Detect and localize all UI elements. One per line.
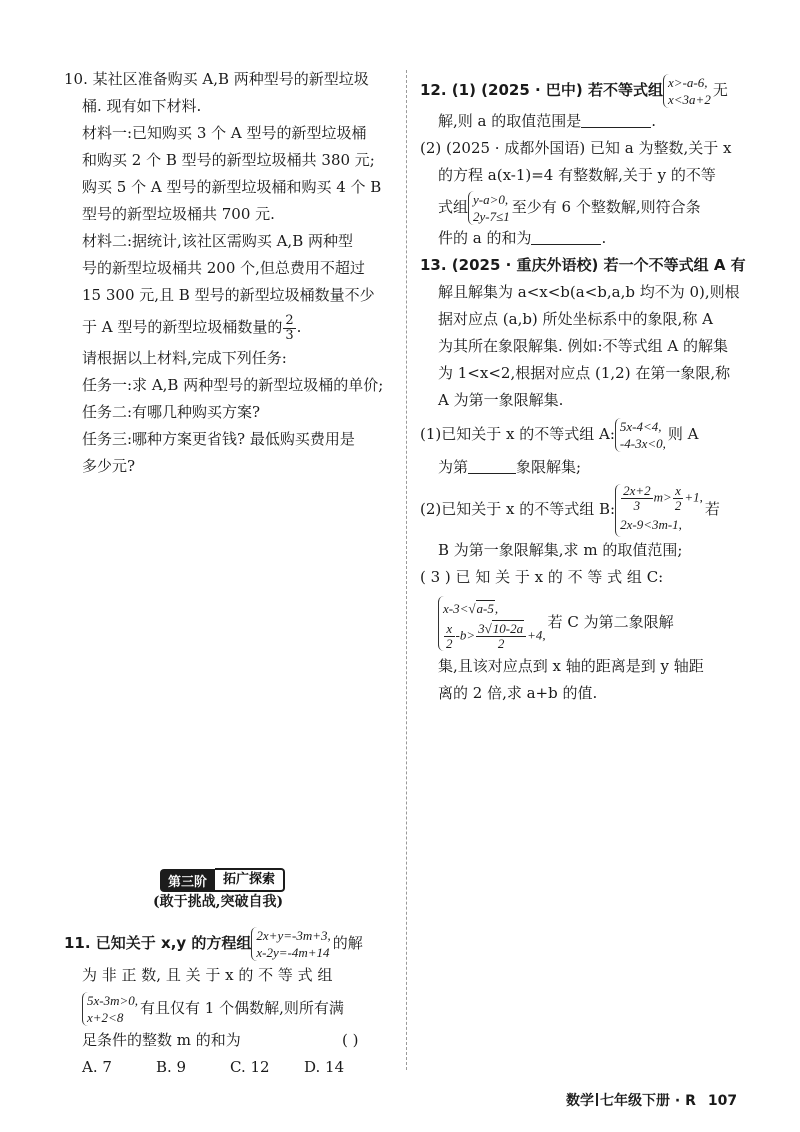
math-text: -b> <box>455 626 476 642</box>
q12-part-2-line-2: 的方程 a(x-1)=4 有整数解,关于 y 的不等 <box>438 166 716 184</box>
q13-line: 为 1<x<2,根据对应点 (1,2) 在第一象限,称 <box>438 364 731 382</box>
column-divider <box>406 70 407 1070</box>
q13-part-2-line-2: B 为第一象限解集,求 m 的取值范围; <box>438 541 683 559</box>
fraction-numerator: 3√10-2a <box>476 622 526 637</box>
q13-line: A 为第一象限解集. <box>438 391 564 409</box>
fraction-numerator: x <box>444 622 455 637</box>
q11-line-2: 为 非 正 数, 且 关 于 x 的 不 等 式 组 <box>82 966 333 984</box>
equation-row: 2x+y=-3m+3, <box>256 928 331 943</box>
section-level-label: 第三阶 <box>160 869 215 892</box>
inequality-system <box>438 596 548 651</box>
fraction-numerator: x <box>673 484 684 499</box>
q12-part-2-line-3 <box>420 189 750 225</box>
inequality-row <box>443 622 546 651</box>
math-text: +1, <box>684 488 703 504</box>
q13-heading: 13. (2025 · 重庆外语校) 若一个不等式组 A 有 <box>420 256 746 274</box>
fraction-numerator: 2x+2 <box>623 482 651 498</box>
inequality-system <box>82 992 140 1026</box>
choice-c[interactable]: C. 12 <box>230 1058 270 1076</box>
math-text: +4, <box>527 626 546 642</box>
inequality-row: 2y-7≤1 <box>473 209 510 224</box>
section-title: 拓广探索 <box>215 868 285 892</box>
q13-text: 若 C 为第二象限解 <box>547 613 674 631</box>
q13-line <box>420 252 750 279</box>
inequality-row <box>620 484 703 513</box>
q10-line: 号的新型垃圾桶共 200 个,但总费用不超过 <box>82 259 365 277</box>
q13-part-3-line-3: 集,且该对应点到 x 轴的距离是到 y 轴距 <box>438 657 704 675</box>
inequality-row: -4-3x<0, <box>619 436 666 451</box>
inequality-row: 5x-4<4, <box>619 419 662 434</box>
q11-line-3 <box>64 989 402 1027</box>
fraction-denominator: 2 <box>446 635 453 651</box>
q10-task-1: 任务一:求 A,B 两种型号的新型垃圾桶的单价; <box>82 376 384 394</box>
q13-part-3-line-1: ( 3 ) 已 知 关 于 x 的 不 等 式 组 C: <box>420 568 664 586</box>
question-10 <box>64 66 402 480</box>
q13-line: 为其所在象限解集. 例如:不等式组 A 的解集 <box>438 337 728 355</box>
inequality-row: 2x-9<3m-1, <box>620 516 682 532</box>
inequality-row: y-a>0, <box>473 192 509 207</box>
q10-task-2: 任务二:有哪几种购买方案? <box>82 403 261 421</box>
q12-text: 件的 a 的和为 <box>438 229 532 247</box>
math-text: , <box>494 600 499 616</box>
q11-line-4-text: 足条件的整数 m 的和为 <box>82 1031 241 1049</box>
right-column <box>420 72 750 707</box>
choice-a[interactable]: A. 7 <box>82 1058 112 1076</box>
math-text: 3 <box>478 620 485 636</box>
q10-line-with-fraction: 于 A 型号的新型垃圾桶数量的 $\frac{2}{3}$ . <box>82 312 302 343</box>
fraction <box>621 484 653 513</box>
q12-suffix: 无 <box>712 81 728 99</box>
q11-intro-end: 的解 <box>332 934 363 952</box>
q10-line: 请根据以上材料,完成下列任务: <box>82 349 287 367</box>
q13-line: 解且解集为 a<x<b(a<b,a,b 均不为 0),则根 <box>438 283 740 301</box>
equation-row: x-2y=-4m+14 <box>256 945 330 960</box>
fraction-denominator: 2 <box>497 635 505 651</box>
q13-part-1 <box>420 414 750 454</box>
q10-line: 桶. 现有如下材料. <box>82 97 202 115</box>
q10-line: 10. 某社区准备购买 A,B 两种型号的新型垃圾 <box>64 70 369 88</box>
sqrt-radicand: 10-2a <box>492 620 524 636</box>
math-text: m> <box>653 488 672 504</box>
answer-blank[interactable] <box>581 111 651 128</box>
inequality-row: x+2<8 <box>87 1010 124 1025</box>
q13-text: 若 <box>704 500 720 518</box>
choice-b[interactable]: B. 9 <box>156 1058 187 1076</box>
q13-line: 据对应点 (a,b) 所处坐标系中的象限,称 A <box>438 310 713 328</box>
q12-part-2-line-4: 件的 a 的和为 . <box>438 229 607 247</box>
inequality-row: 5x-3m>0, <box>87 993 139 1008</box>
equation-system <box>251 927 332 961</box>
q13-part-3-line-4: 离的 2 倍,求 a+b 的值. <box>438 684 598 702</box>
q11-line-4 <box>64 1027 402 1054</box>
q10-line: 型号的新型垃圾桶共 700 元. <box>82 205 275 223</box>
answer-paren[interactable]: ( ) <box>342 1031 359 1049</box>
section-badge <box>160 868 285 892</box>
q10-line: 材料二:据统计,该社区需购买 A,B 两种型 <box>82 232 353 250</box>
q12-text: 解,则 a 的取值范围是 <box>438 112 582 130</box>
q13-text: 为第 <box>438 458 469 476</box>
q13-part-2 <box>420 481 750 537</box>
fraction <box>476 622 526 651</box>
q10-line: 材料一:已知购买 3 个 A 型号的新型垃圾桶 <box>82 124 367 142</box>
q13-part-1-line-2 <box>420 454 750 481</box>
q12-part-2-line-1: (2) (2025 · 成都外国语) 已知 a 为整数,关于 x <box>420 139 732 157</box>
q10-line: 多少元? <box>82 457 136 475</box>
q12-part-1 <box>420 72 750 108</box>
sqrt-radicand: a-5 <box>476 600 494 616</box>
page-number: 107 <box>707 1093 738 1109</box>
answer-blank[interactable] <box>468 457 516 474</box>
q10-line-text: 于 A 型号的新型垃圾桶数量的 <box>82 318 283 336</box>
section-caption: (敢于挑战,突破自我) <box>153 894 284 910</box>
inequality-system <box>663 74 713 108</box>
q10-line: 15 300 元,且 B 型号的新型垃圾桶数量不少 <box>82 286 375 304</box>
q13-text: 则 A <box>667 425 699 443</box>
fraction-denominator: 2 <box>674 497 682 513</box>
math-text: x-3< <box>443 600 469 616</box>
fraction-denominator: 3 <box>285 327 294 343</box>
inequality-system <box>468 191 512 225</box>
q11-line-3-text: 有且仅有 1 个偶数解,则所有满 <box>140 999 344 1017</box>
question-11 <box>64 924 402 1081</box>
inequality-system <box>615 418 668 452</box>
fraction <box>673 484 684 513</box>
q10-line: 和购买 2 个 B 型号的新型垃圾桶共 380 元; <box>82 151 375 169</box>
choice-d[interactable]: D. 14 <box>304 1058 345 1076</box>
q13-part-3-system <box>420 591 750 653</box>
inequality-row: x>-a-6, <box>668 75 708 90</box>
q12-text: 式组 <box>438 198 469 216</box>
q12-prefix: 12. (1) (2025 · 巴中) 若不等式组 <box>420 81 663 99</box>
q11-line-1 <box>64 924 402 962</box>
fraction-numerator: 2 <box>285 312 294 328</box>
q13-text: 象限解集; <box>516 458 582 476</box>
fraction <box>444 622 455 651</box>
q11-intro: 11. 已知关于 x,y 的方程组 <box>64 934 252 952</box>
inequality-system <box>615 484 705 537</box>
answer-blank[interactable] <box>531 228 601 245</box>
q13-text: (2)已知关于 x 的不等式组 B: <box>420 500 616 518</box>
footer-subject: 数学 <box>566 1093 594 1109</box>
q12-text: 至少有 6 个整数解,则符合条 <box>511 198 701 216</box>
q10-task-3: 任务三:哪种方案更省钱? 最低购买费用是 <box>82 430 355 448</box>
fraction-denominator: 3 <box>633 497 641 513</box>
q11-choices <box>64 1054 402 1081</box>
inequality-row: x-3<√a-5, <box>443 600 499 616</box>
fraction-two-thirds <box>283 314 295 343</box>
q13-text: (1)已知关于 x 的不等式组 A: <box>420 425 615 443</box>
inequality-row: x<3a+2 <box>668 92 711 107</box>
q12-part-1-line-2: 解,则 a 的取值范围是 . <box>438 112 657 130</box>
footer-separator <box>596 1093 598 1106</box>
q10-line: 购买 5 个 A 型号的新型垃圾桶和购买 4 个 B <box>82 178 382 196</box>
footer-grade: 七年级下册 · R <box>600 1093 696 1109</box>
page-footer <box>566 1090 737 1110</box>
